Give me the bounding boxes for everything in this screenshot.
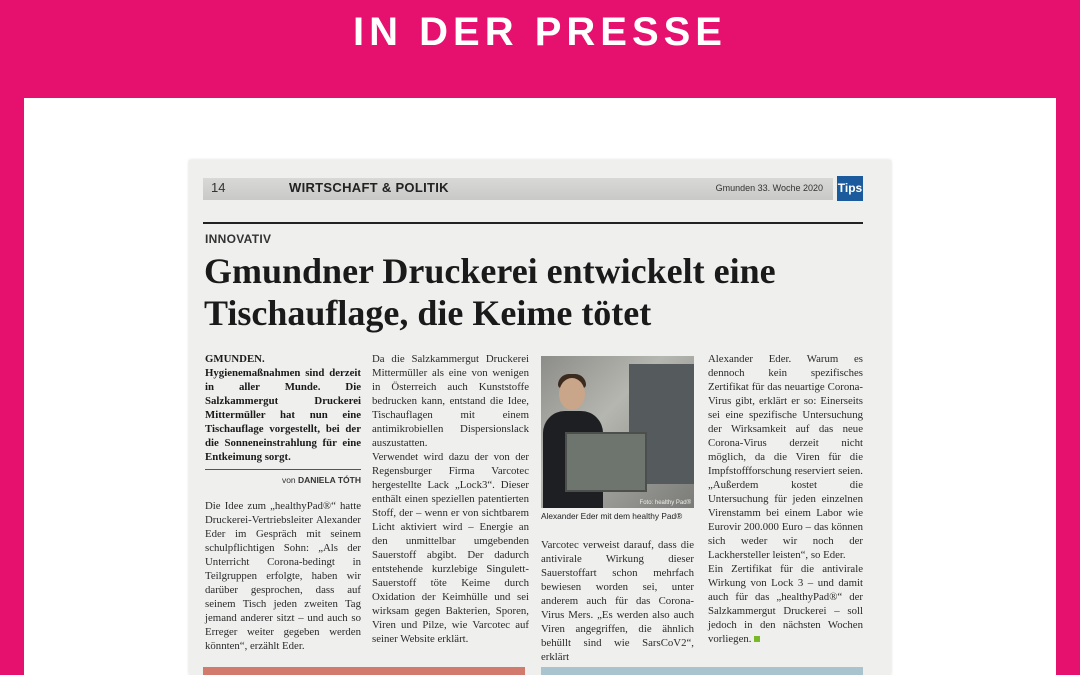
column-1-body: Die Idee zum „healthyPad®“ hatte Druckerei-Vertriebsleiter Alexander Eder im Gespräch mit seinem schulpflichtigen Sohn: „Als der Unterricht Corona-bedingt in Teilgruppen erfolgte, haben wir darüber gesprochen, dass auf seinem Tisch jeden zweiten Tag jemand anderer sitzt – und auch so Erreger weiter gegeben werden könnten“, erzählt Eder. <box>205 500 361 652</box>
header-rule <box>203 222 863 224</box>
newspaper-clipping <box>189 160 891 675</box>
byline-prefix: von <box>281 475 296 485</box>
frame-left <box>0 0 24 675</box>
article-photo <box>541 356 694 508</box>
column-1 <box>205 352 361 653</box>
column-4-paragraph-2 <box>708 562 863 646</box>
column-4-paragraph-1: Alexander Eder. Warum es dennoch kein spezifisches Zertifikat für das neuartige Corona-Virus gibt, erklärt er so: Einerseits sei eine spezifische Untersuchung der Wirksamkeit auf das neue Corona-Virus derzeit nicht möglich, da die Viren für die Impfstoffforschung reserviert seien. „Außerdem kostet die Untersuchung für jeden einzelnen Virenstamm bei einem Labor wie Eurovir 200.000 Euro – das können sich weder wir noch der Lackhersteller leisten“, so Eder. <box>708 353 863 561</box>
banner-title: IN DER PRESSE <box>353 10 727 54</box>
column-2 <box>372 352 529 646</box>
next-article-strip-left <box>203 667 525 675</box>
article-lead: GMUNDEN. Hygienemaßnahmen sind derzeit in aller Munde. Die Salzkammergut Druckerei Mittermüller hat nun eine Tischauflage vorgestellt, bei der die Sonneneinstrahlung für eine Entkeimung sorgt. <box>205 353 361 463</box>
article-headline: Gmundner Druckerei entwickelt eine Tischauflage, die Keime tötet <box>204 251 776 333</box>
byline-author: DANIELA TÓTH <box>298 475 361 485</box>
end-mark-icon <box>754 636 760 642</box>
column-4-paragraph-2-text: Ein Zertifikat für die antivirale Wirkung von Lock 3 – und damit auch für das „healthyPad®“ der Salzkammergut Druckerei – soll jedoch in den nächsten Wochen vorliegen. <box>708 563 863 645</box>
healthy-pad <box>565 432 647 492</box>
edition-info: Gmunden 33. Woche 2020 <box>715 183 823 193</box>
tips-logo: Tips <box>837 176 863 201</box>
clipping-header <box>203 178 833 200</box>
next-article-strip-right <box>541 667 863 675</box>
article-kicker: INNOVATIV <box>205 232 272 246</box>
column-4 <box>708 352 863 646</box>
column-2-paragraph-1: Da die Salzkammergut Druckerei Mittermüller als eine von wenigen in Österreich auch Kunststoffe bedrucken kann, entstand die Idee, Tischauflagen mit einem antimikrobiellen Dispersionslack auszustatten. <box>372 353 529 449</box>
byline-rule <box>205 469 361 470</box>
photo-credit: Foto: healthy Pad® <box>639 500 691 506</box>
byline <box>205 473 361 487</box>
frame-right <box>1056 0 1080 675</box>
section-title: WIRTSCHAFT & POLITIK <box>289 180 449 195</box>
page-number: 14 <box>211 180 226 195</box>
person-head <box>559 378 585 410</box>
photo-caption: Alexander Eder mit dem healthy Pad® <box>541 511 683 521</box>
column-3-body: Varcotec verweist darauf, dass die antivirale Wirkung dieser Sauerstoffart schon mehrfach bewiesen worden sei, unter anderem auch für das Corona-Virus Mers. „Es werden also auch Viren angegriffen, die ähnlich behüllt sind wie SarsCoV2“, erklärt <box>541 539 694 663</box>
press-banner <box>24 0 1056 98</box>
column-2-paragraph-2: Verwendet wird dazu der von der Regensburger Firma Varcotec hergestellte Lack „Lock3“. Dieser enthält einen speziellen patentierten Stoff, der – wenn er von sichtbarem Licht aktiviert wird – Energie an den unmittelbar umgebenden Sauerstoff abgibt. Der dadurch entstehende kurzlebige Singulett-Sauerstoff töte Keime durch Oxidation der Keimhülle und sei wirksam gegen Bakterien, Sporen, Viren und Pilze, wie Varcotec auf seiner Website erklärt. <box>372 451 529 645</box>
